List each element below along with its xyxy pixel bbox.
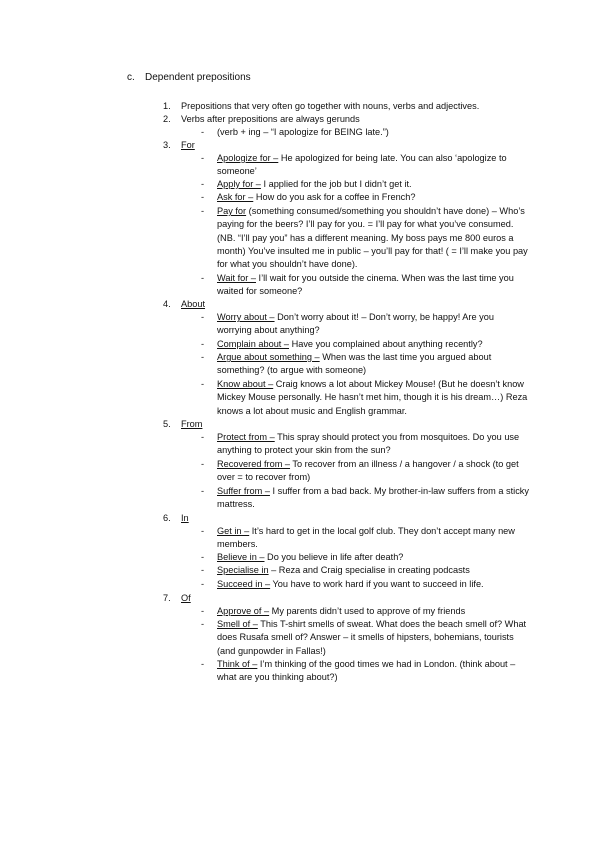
list-item: - Argue about something – When was the last time you argued about something? (to argue with someone) (201, 352, 492, 376)
list-item: - Apply for – I applied for the job but I didn’t get it. (201, 179, 412, 189)
list-item-1: 1. Prepositions that very often go together with nouns, verbs and adjectives. (163, 101, 480, 111)
section-title: Dependent prepositions (145, 72, 251, 83)
list-item: - Know about – Craig knows a lot about Mickey Mouse! (But he doesn’t know Mickey Mouse personally. He hasn’t met him, though it is his dream…) Reza knows a lot about music and English grammar. (201, 379, 528, 416)
list-item: - Think of – I’m thinking of the good times we had in London. (think about – what are you thinking about?) (201, 659, 516, 683)
list-item: - Believe in – Do you believe in life after death? (201, 552, 404, 562)
list-item: - Wait for – I’ll wait for you outside the cinema. When was the last time you waited for someone? (201, 273, 514, 297)
list-item: - Pay for (something consumed/something you shouldn’t have done) – Who’s paying for the beers? I’ll pay for you. = I’ll pay for what you’ve consumed. (NB. “I’ll pay you” has a different meaning. My boss pays me 800 euros a month) You’ve insulted me in public – you’ll pay for that! ( = I’ll make you pay for what you shouldn’t have done). (201, 206, 528, 270)
section-letter: c. (127, 72, 135, 83)
list-item-for: 3. For (163, 140, 195, 150)
section-heading (127, 72, 251, 83)
list-item: - Recovered from – To recover from an illness / a hangover / a shock (to get over = to recover from) (201, 459, 519, 483)
list-item: - Smell of – This T-shirt smells of sweat. What does the beach smell of? What does Rusafa smell of? Answer – it smells of hipsters, bohemians, tourists (and gunpowder in Fallas!) (201, 619, 527, 656)
list-item-from: 5. From (163, 419, 203, 429)
list-item-of: 7. Of (163, 593, 191, 603)
list-item: - Specialise in – Reza and Craig specialise in creating podcasts (201, 565, 470, 575)
list-item: - Worry about – Don’t worry about it! – Don’t worry, be happy! Are you worrying about anything? (201, 312, 494, 336)
list-item: - Protect from – This spray should protect you from mosquitoes. Do you use anything to protect your skin from the sun? (201, 432, 520, 456)
list-item: - Ask for – How do you ask for a coffee in French? (201, 192, 416, 202)
list-item: - Succeed in – You have to work hard if you want to succeed in life. (201, 579, 484, 589)
list-item: - Complain about – Have you complained about anything recently? (201, 339, 483, 349)
list-item-2: 2. Verbs after prepositions are always gerunds (163, 114, 360, 124)
gerund-note: - (verb + ing – “I apologize for BEING late.”) (201, 127, 389, 137)
list-item: - Approve of – My parents didn’t used to approve of my friends (201, 606, 466, 616)
list-item: - Apologize for – He apologized for being late. You can also ‘apologize to someone’ (201, 153, 507, 177)
list-item-in: 6. In (163, 513, 189, 523)
list-item: - Get in – It’s hard to get in the local golf club. They don’t accept many new members. (201, 526, 515, 550)
list-item: - Suffer from – I suffer from a bad back. My brother-in-law suffers from a sticky mattress. (201, 486, 529, 510)
list-item-about: 4. About (163, 299, 206, 309)
